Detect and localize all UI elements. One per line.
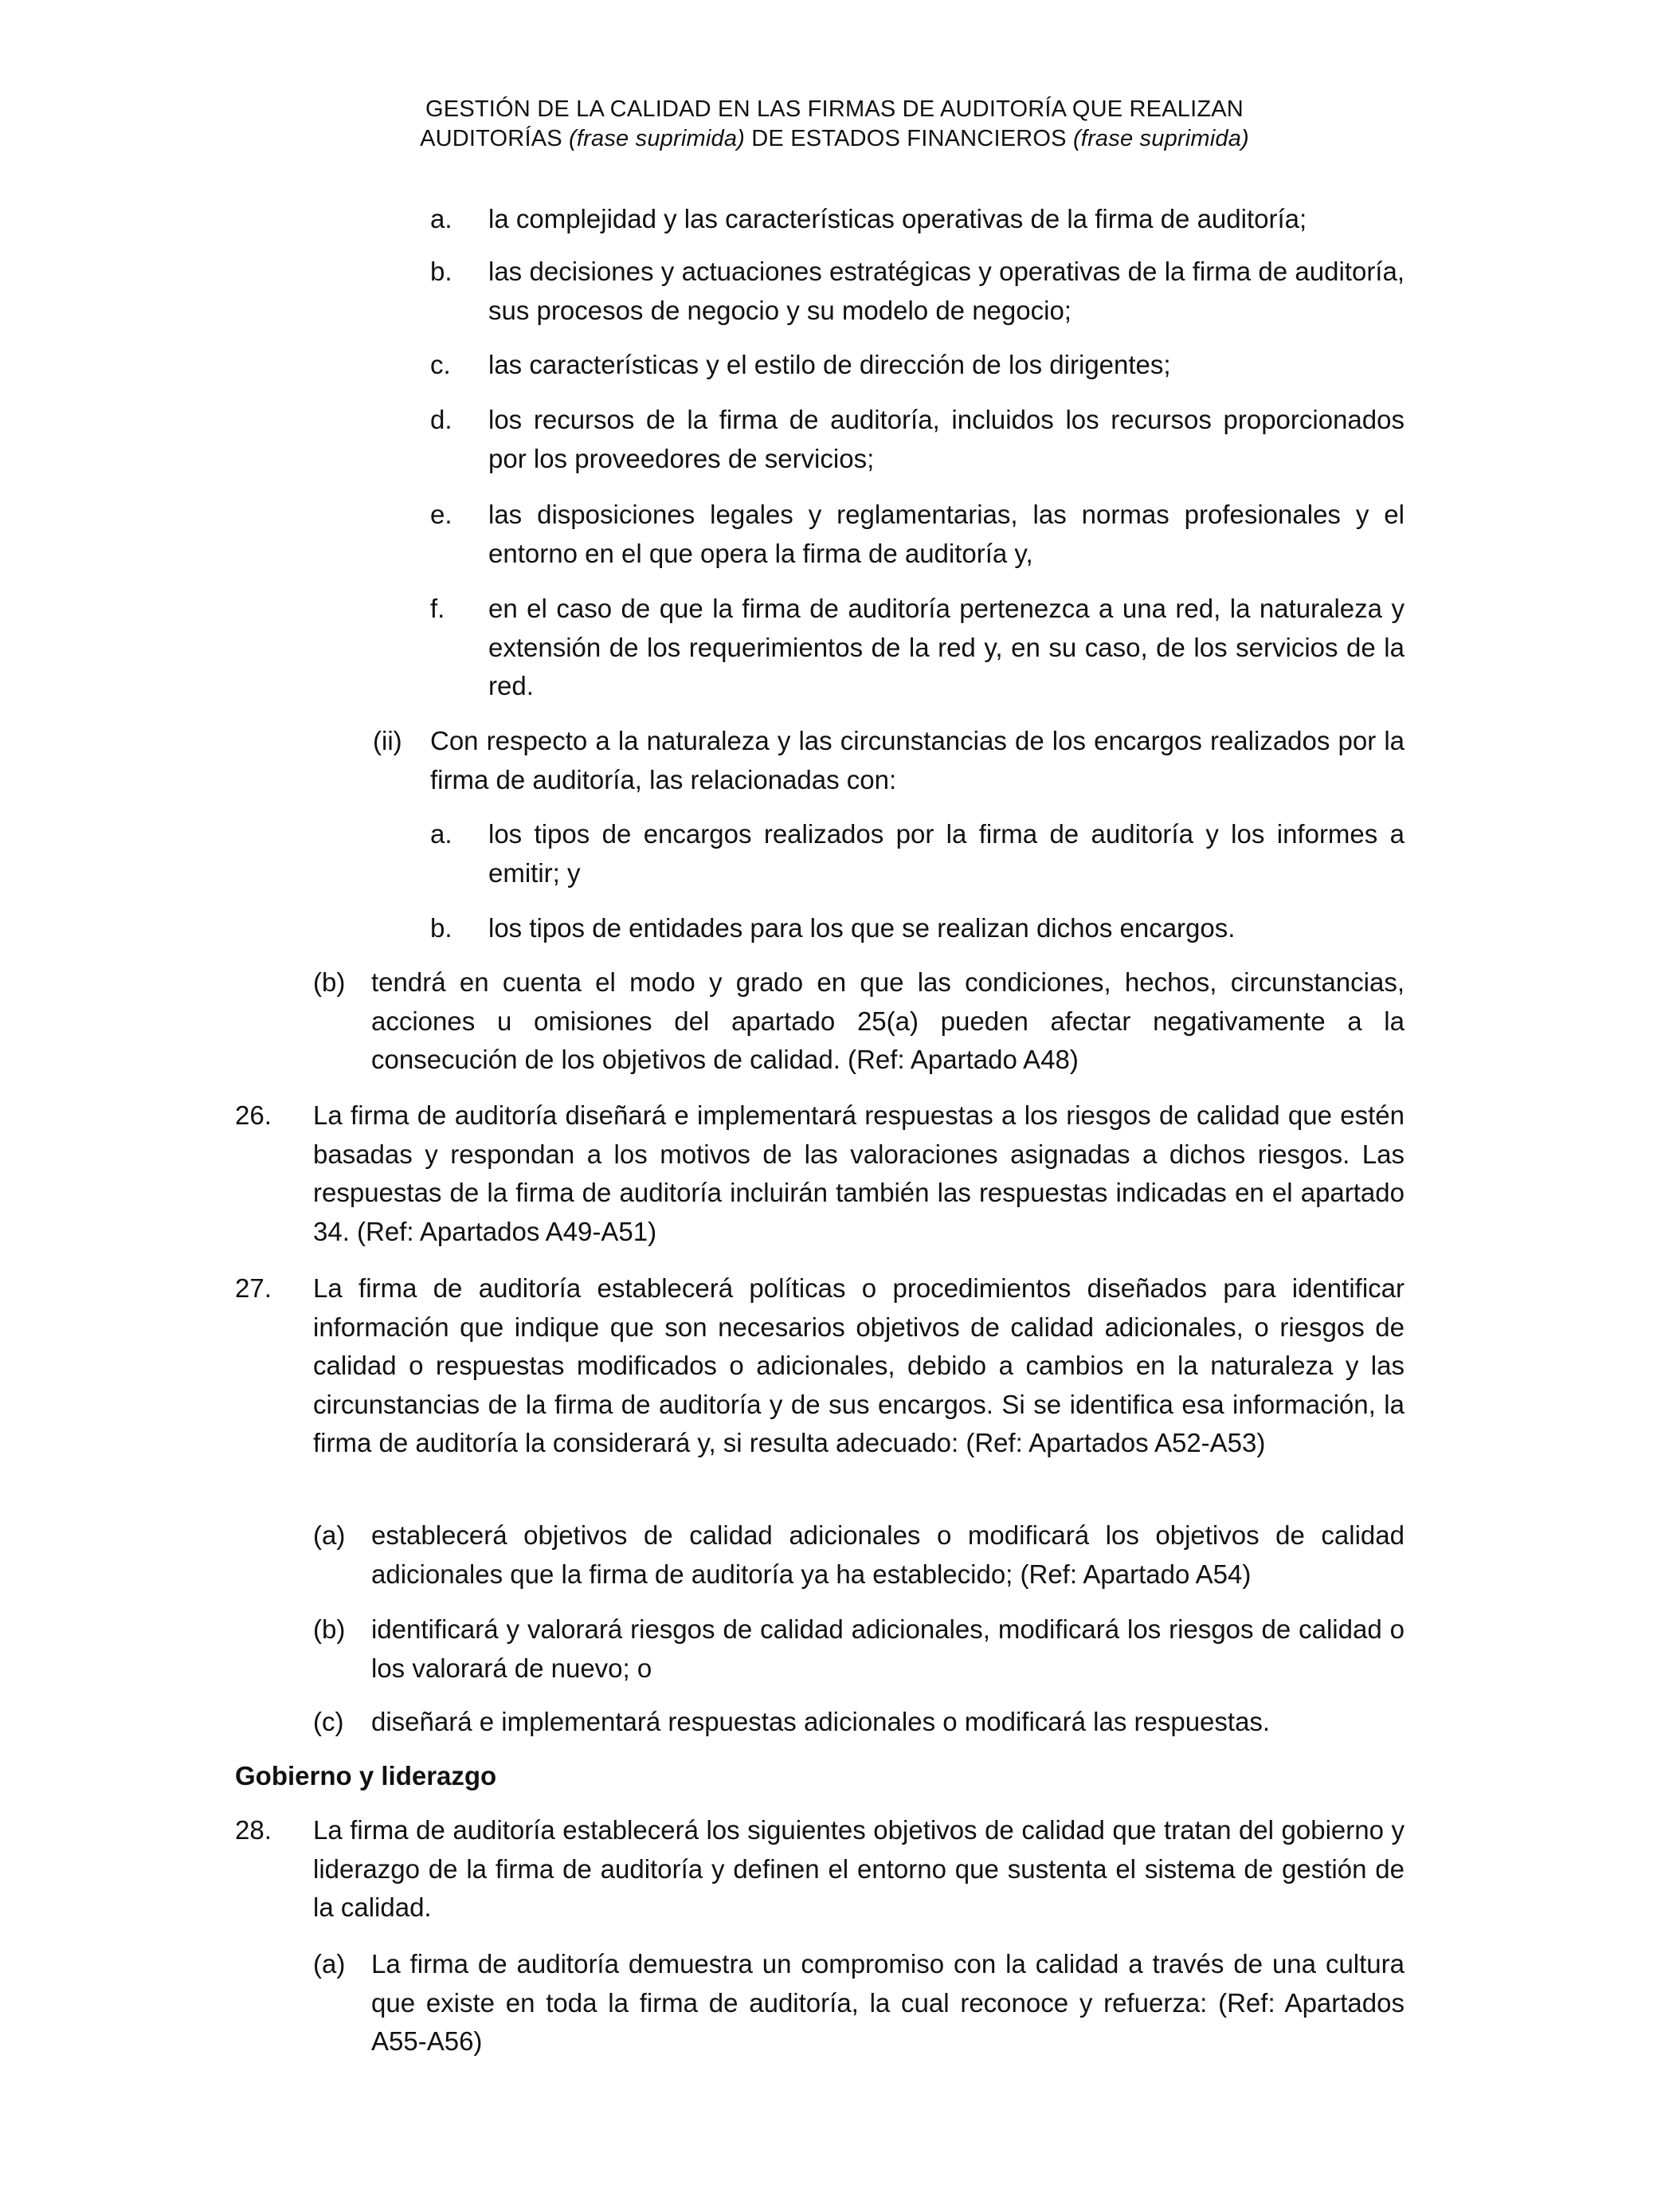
list-marker: (ii) [373, 726, 402, 755]
list-marker: b. [430, 913, 453, 943]
list-marker: a. [430, 204, 453, 233]
header-italic-note: (frase suprimida) [1072, 126, 1249, 151]
running-header-line-1: GESTIÓN DE LA CALIDAD EN LAS FIRMAS DE AUDITORÍA QUE REALIZAN [425, 96, 1244, 122]
list-item-text: los tipos de entidades para los que se realizan dichos encargos. [488, 913, 1236, 943]
list-marker: f. [430, 594, 445, 623]
list-item-text: tendrá en cuenta el modo y grado en que las condiciones, hechos, circunstancias, acciones u omisiones del apartado 25(a) pueden afectar negativamente a la consecución de los objetivos de calidad. (Ref: Apartado A48) [371, 967, 1405, 1074]
section-heading: Gobierno y liderazgo [235, 1761, 497, 1790]
header-text: DE ESTADOS FINANCIEROS [745, 126, 1073, 151]
list-item-text: La firma de auditoría demuestra un compromiso con la calidad a través de una cultura que existe en toda la firma de auditoría, la cual reconoce y refuerza: (Ref: Apartados A55-A56) [371, 1949, 1405, 2056]
list-marker: a. [430, 819, 453, 849]
paragraph-number: 28. [235, 1815, 272, 1845]
list-marker: e. [430, 500, 453, 529]
list-item-text: las decisiones y actuaciones estratégicas y operativas de la firma de auditoría, sus procesos de negocio y su modelo de negocio; [488, 257, 1405, 325]
list-item-text: las disposiciones legales y reglamentarias, las normas profesionales y el entorno en el que opera la firma de auditoría y, [488, 500, 1405, 568]
paragraph-number: 27. [235, 1273, 272, 1303]
list-marker: (b) [313, 967, 346, 997]
header-italic-note: (frase suprimida) [569, 126, 746, 151]
paragraph-text: La firma de auditoría establecerá los siguientes objetivos de calidad que tratan del gobierno y liderazgo de la firma de auditoría y definen el entorno que sustenta el sistema de gestión de la calidad. [313, 1815, 1405, 1922]
list-marker: (c) [313, 1707, 344, 1736]
list-marker: (b) [313, 1614, 346, 1644]
list-item-text: identificará y valorará riesgos de calidad adicionales, modificará los riesgos de calidad o los valorará de nuevo; o [371, 1614, 1405, 1683]
list-marker: (a) [313, 1520, 346, 1550]
paragraph-text: La firma de auditoría diseñará e implementará respuestas a los riesgos de calidad que estén basadas y respondan a los motivos de las valoraciones asignadas a dichos riesgos. Las respuestas de la firma de auditoría incluirán también las respuestas indicadas en el apartado 34. (Ref: Apartados A49-A51) [313, 1100, 1405, 1246]
paragraph-number: 26. [235, 1100, 272, 1130]
list-marker: (a) [313, 1949, 346, 1979]
paragraph-text: La firma de auditoría establecerá políticas o procedimientos diseñados para identificar información que indique que son necesarios objetivos de calidad adicionales, o riesgos de calidad o respuestas modificados o adicionales, debido a cambios en la naturaleza y las circunstancias de la firma de auditoría y de sus encargos. Si se identifica esa información, la firma de auditoría la considerará y, si resulta adecuado: (Ref: Apartados A52-A53) [313, 1273, 1405, 1457]
list-item-text: diseñará e implementará respuestas adicionales o modificará las respuestas. [371, 1707, 1271, 1736]
list-item-text: la complejidad y las características operativas de la firma de auditoría; [488, 204, 1307, 233]
list-item-text: las características y el estilo de dirección de los dirigentes; [488, 350, 1171, 379]
header-text: AUDITORÍAS [420, 126, 570, 151]
running-header-line-2 [0, 125, 1669, 153]
list-item-text: los tipos de encargos realizados por la firma de auditoría y los informes a emitir; y [488, 819, 1405, 888]
list-marker: d. [430, 405, 453, 434]
list-item-text: Con respecto a la naturaleza y las circunstancias de los encargos realizados por la firma de auditoría, las relacionadas con: [430, 726, 1405, 794]
list-item-text: en el caso de que la firma de auditoría pertenezca a una red, la naturaleza y extensión de los requerimientos de la red y, en su caso, de los servicios de la red. [488, 594, 1405, 700]
list-item-text: los recursos de la firma de auditoría, incluidos los recursos proporcionados por los proveedores de servicios; [488, 405, 1405, 473]
list-item-text: establecerá objetivos de calidad adicionales o modificará los objetivos de calidad adicionales que la firma de auditoría ya ha establecido; (Ref: Apartado A54) [371, 1520, 1405, 1589]
list-marker: b. [430, 257, 453, 286]
list-marker: c. [430, 350, 451, 379]
